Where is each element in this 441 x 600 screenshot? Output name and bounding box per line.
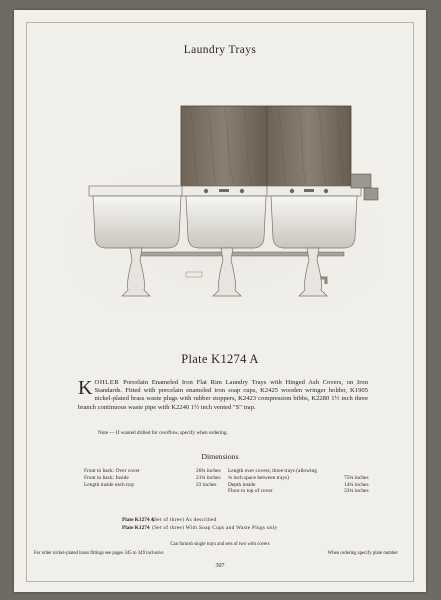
page-number: 307 bbox=[215, 563, 225, 569]
dimension-label: Length inside each tray bbox=[84, 481, 135, 488]
dimension-row bbox=[84, 468, 226, 475]
furnish-note: Can furnish single trays and sets of two with covers bbox=[170, 542, 270, 547]
laundry-trays-illustration bbox=[64, 88, 384, 308]
fittings-reference: For other nickel-plated brass fittings see pages 345 to 349 inclusive bbox=[34, 551, 164, 556]
product-description bbox=[78, 379, 368, 412]
dimensions-left-column bbox=[84, 468, 226, 488]
dimension-value: 75¾ inches bbox=[344, 474, 369, 481]
drop-cap: K bbox=[78, 377, 93, 399]
dimension-label: Depth inside bbox=[228, 481, 256, 488]
dimension-row bbox=[84, 482, 226, 489]
catalog-page bbox=[14, 10, 426, 592]
plate-description: (Set of three) As described bbox=[152, 517, 217, 523]
dimension-label: ¾ inch space between trays) bbox=[228, 474, 289, 481]
dimension-row bbox=[228, 488, 378, 495]
dimension-row bbox=[228, 468, 378, 475]
description-text: Porcelain Enameled Iron Flat Rim Laundry Trays with Hinged Ash Covers, on Iron Standards. Fitted with porcelain enameled iron soap cups, K2425 wooden wringer holder, K1905 nickel-plated brass waste plugs with rubber stoppers, K2423 compression bibbs, K2280 1½ inch three branch continuous waste pipe with K2240 1½ inch vented "S" trap. bbox=[78, 379, 368, 411]
ordering-note: Note — If wanted drilled for overflow, specify when ordering. bbox=[98, 430, 228, 436]
dimension-label: Floor to top of cover bbox=[228, 488, 273, 495]
dimension-value: 23 inches bbox=[196, 481, 217, 488]
dimension-label: Front to back: Over cover bbox=[84, 468, 140, 474]
plate-title: Plate K1274 A bbox=[181, 352, 259, 366]
dimension-row bbox=[84, 475, 226, 482]
dimension-value: 33¾ inches bbox=[344, 488, 369, 495]
dimension-row bbox=[228, 475, 378, 482]
dimension-value: 14¾ inches bbox=[344, 481, 369, 488]
plate-description: (Set of three) With Soap Cups and Waste Plugs only bbox=[152, 524, 278, 531]
dimension-value: 26¾ inches bbox=[196, 468, 221, 474]
ordering-instruction: When ordering specify plate number bbox=[327, 551, 398, 556]
dimensions-right-column bbox=[228, 468, 378, 495]
description-lead: OHLER bbox=[94, 379, 120, 386]
dimension-label: Length over covers, three trays (allowing bbox=[228, 468, 317, 474]
wooden-covers bbox=[181, 106, 351, 186]
dimension-value: 21¾ inches bbox=[196, 474, 221, 481]
plate-number: Plate K1274 bbox=[122, 524, 150, 531]
page-header: Laundry Trays bbox=[183, 44, 257, 56]
plate-number: Plate K1274 A bbox=[122, 517, 155, 523]
dimensions-title: Dimensions bbox=[201, 452, 239, 461]
dimension-label: Front to back: Inside bbox=[84, 474, 129, 481]
